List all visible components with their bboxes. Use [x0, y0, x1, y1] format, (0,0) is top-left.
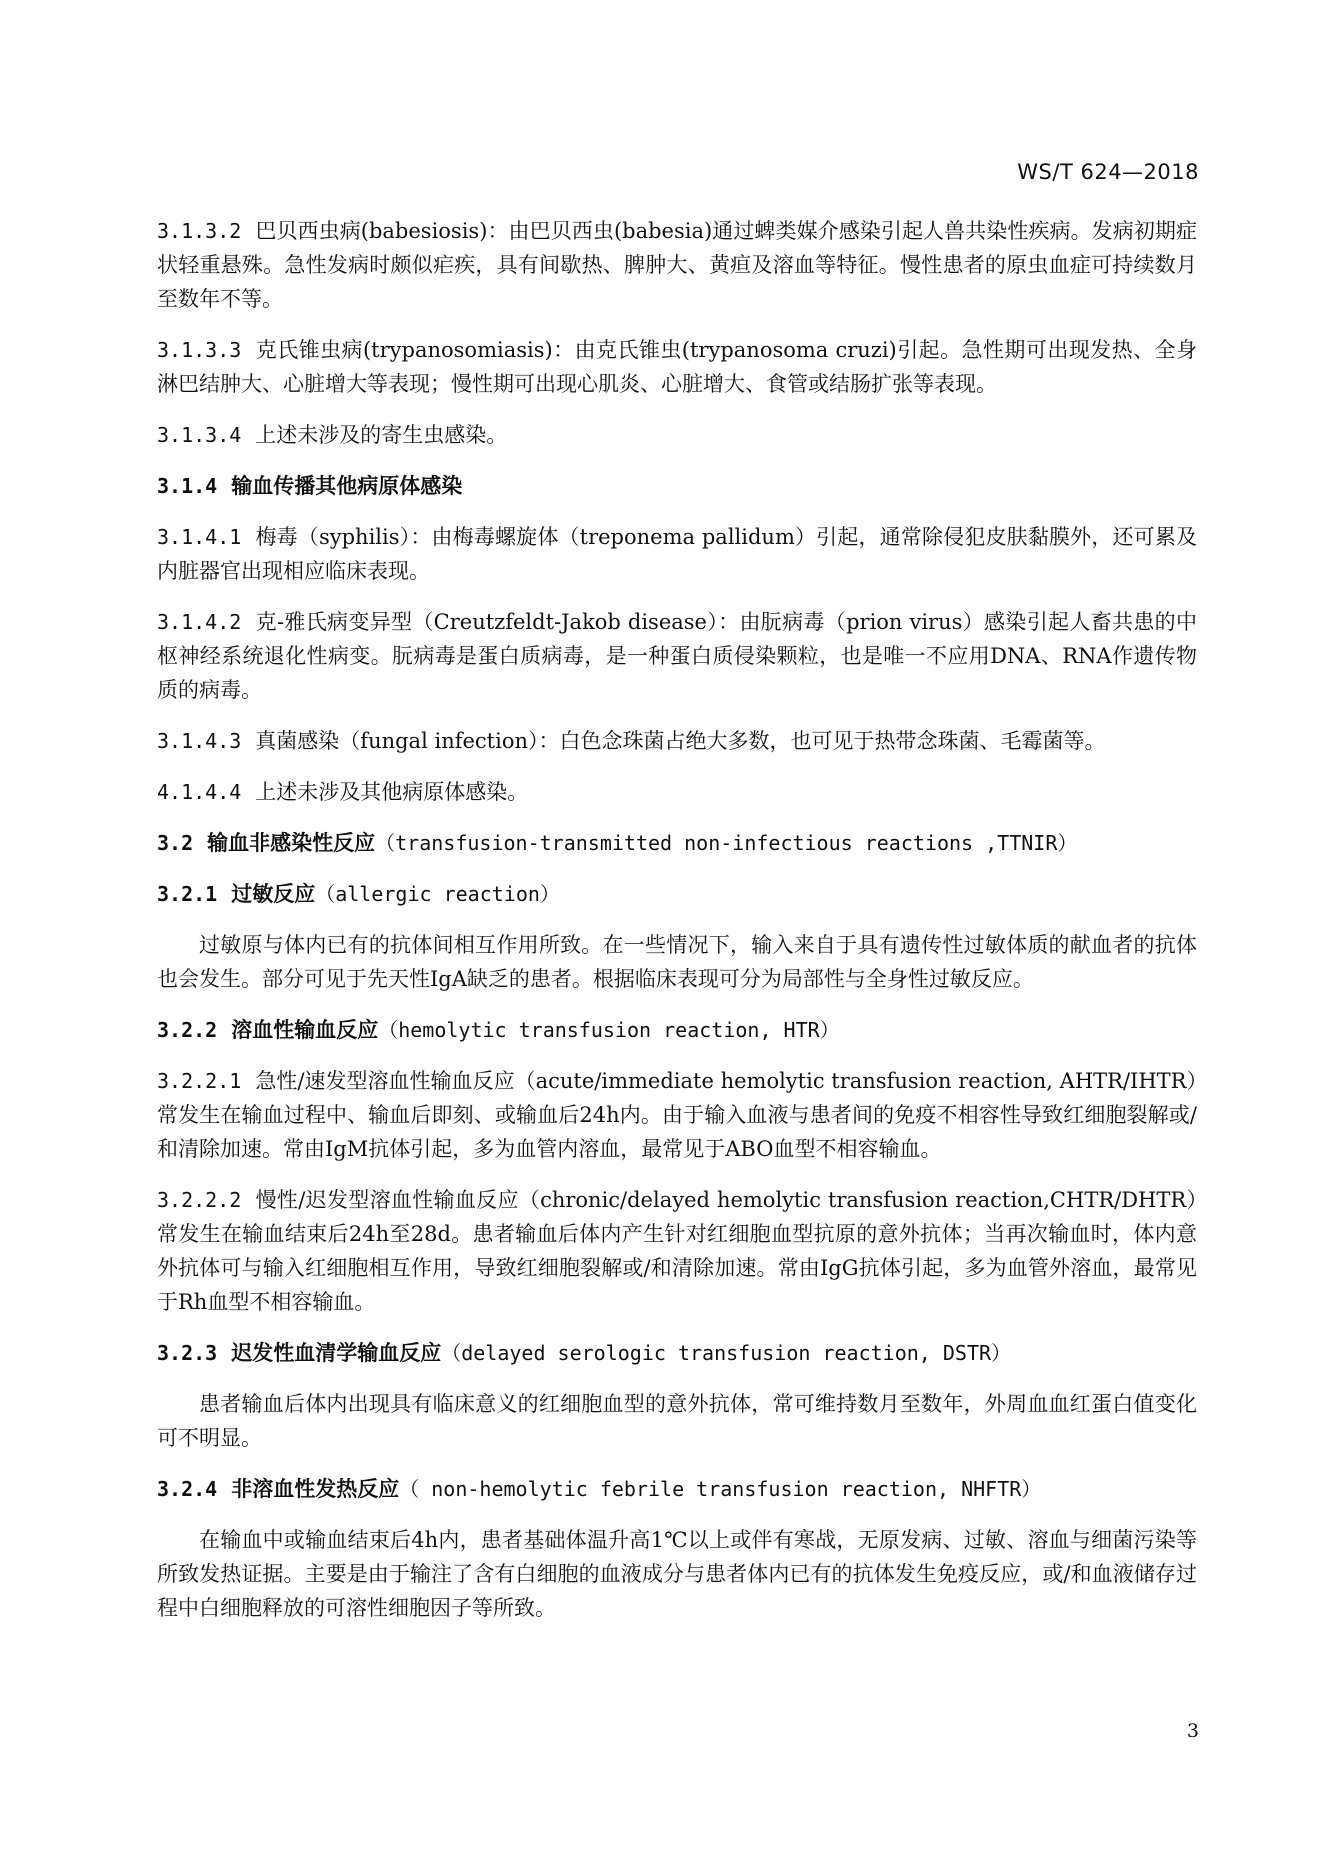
page-number: 3	[1186, 1720, 1199, 1742]
document-body	[157, 214, 1197, 1642]
body-paragraph-allergic: 过敏原与体内已有的抗体间相互作用所致。在一些情况下，输入来自于具有遗传性过敏体质的献血者的抗体也会发生。部分可见于先天性IgA缺乏的患者。根据临床表现可分为局部性与全身性过敏反应。	[157, 933, 1197, 991]
heading-3-1-4	[157, 469, 1197, 503]
heading-term: （allergic reaction）	[315, 882, 560, 906]
clause-number: 3.1.4.2	[157, 610, 242, 634]
clause-3-2-2-1	[157, 1064, 1197, 1166]
heading-text: 溶血性输血反应	[231, 1018, 379, 1042]
clause-text: 梅毒（syphilis）：由梅毒螺旋体（treponema pallidum）引起，通常除侵犯皮肤黏膜外，还可累及内脏器官出现相应临床表现。	[157, 525, 1197, 583]
clause-3-1-4-3	[157, 724, 1197, 758]
clause-number: 3.2.2.2	[157, 1188, 242, 1212]
body-paragraph-dstr: 患者输血后体内出现具有临床意义的红细胞血型的意外抗体，常可维持数月至数年，外周血血红蛋白值变化可不明显。	[157, 1392, 1197, 1450]
body-paragraph-nhftr: 在输血中或输血结束后4h内，患者基础体温升高1℃以上或伴有寒战，无原发病、过敏、溶血与细菌污染等所致发热证据。主要是由于输注了含有白细胞的血液成分与患者体内已有的抗体发生免疫反应，或/和血液储存过程中白细胞释放的可溶性细胞因子等所致。	[157, 1528, 1197, 1620]
heading-3-2-1	[157, 877, 1197, 911]
clause-text: 上述未涉及的寄生虫感染。	[255, 423, 508, 447]
clause-text: 真菌感染（fungal infection）：白色念珠菌占绝大多数，也可见于热带念珠菌、毛霉菌等。	[255, 729, 1106, 753]
clause-number: 3.1.3.4	[157, 423, 242, 447]
clause-text: 克氏锥虫病(trypanosomiasis)：由克氏锥虫(trypanosoma cruzi)引起。急性期可出现发热、全身淋巴结肿大、心脏增大等表现；慢性期可出现心肌炎、心脏增大、食管或结肠扩张等表现。	[157, 338, 1197, 396]
clause-number: 3.1.3.3	[157, 338, 242, 362]
clause-number: 3.1.4.3	[157, 729, 242, 753]
heading-text: 输血传播其他病原体感染	[231, 474, 463, 498]
heading-text: 非溶血性发热反应	[231, 1477, 400, 1501]
clause-number: 3.2.2.1	[157, 1069, 242, 1093]
heading-3-2-2	[157, 1013, 1197, 1047]
clause-number: 4.1.4.4	[157, 780, 242, 804]
heading-3-2-3	[157, 1336, 1197, 1370]
clause-text: 上述未涉及其他病原体感染。	[255, 780, 529, 804]
heading-number: 3.2.3	[157, 1341, 218, 1365]
heading-number: 3.2	[157, 831, 194, 855]
standard-code: WS/T 624—2018	[1017, 160, 1199, 184]
clause-number: 3.1.4.1	[157, 525, 242, 549]
clause-text: 慢性/迟发型溶血性输血反应（chronic/delayed hemolytic transfusion reaction,CHTR/DHTR）常发生在输血结束后24h至28d。患者输血后体内产生针对红细胞血型抗原的意外抗体；当再次输血时，体内意外抗体可与输入红细胞相互作用，导致红细胞裂解或/和清除加速。常由IgG抗体引起，多为血管外溶血，最常见于Rh血型不相容输血。	[157, 1188, 1197, 1314]
heading-term: （delayed serologic transfusion reaction, DSTR）	[441, 1341, 1012, 1365]
heading-text: 过敏反应	[231, 882, 316, 906]
heading-number: 3.1.4	[157, 474, 218, 498]
clause-3-1-4-2	[157, 605, 1197, 707]
clause-text: 克-雅氏病变异型（Creutzfeldt-Jakob disease）：由朊病毒（prion virus）感染引起人畜共患的中枢神经系统退化性病变。朊病毒是蛋白质病毒，是一种蛋白质侵染颗粒，也是唯一不应用DNA、RNA作遗传物质的病毒。	[157, 610, 1197, 702]
clause-4-1-4-4	[157, 775, 1197, 809]
clause-3-1-4-1	[157, 520, 1197, 588]
heading-term: （hemolytic transfusion reaction, HTR）	[378, 1018, 840, 1042]
heading-3-2	[157, 826, 1197, 860]
heading-text: 输血非感染性反应	[207, 831, 376, 855]
heading-3-2-4	[157, 1472, 1197, 1506]
heading-number: 3.2.1	[157, 882, 218, 906]
clause-3-2-2-2	[157, 1183, 1197, 1319]
heading-number: 3.2.2	[157, 1018, 218, 1042]
clause-3-1-3-2	[157, 214, 1197, 316]
heading-number: 3.2.4	[157, 1477, 218, 1501]
clause-text: 急性/速发型溶血性输血反应（acute/immediate hemolytic transfusion reaction, AHTR/IHTR）常发生在输血过程中、输血后即刻、或输血后24h内。由于输入血液与患者间的免疫不相容性导致红细胞裂解或/和清除加速。常由IgM抗体引起，多为血管内溶血，最常见于ABO血型不相容输血。	[157, 1069, 1197, 1161]
clause-text: 巴贝西虫病(babesiosis)：由巴贝西虫(babesia)通过蜱类媒介感染引起人兽共染性疾病。发病初期症状轻重悬殊。急性发病时颇似疟疾，具有间歇热、脾肿大、黄疸及溶血等特征。慢性患者的原虫血症可持续数月至数年不等。	[157, 219, 1197, 311]
clause-number: 3.1.3.2	[157, 219, 242, 243]
heading-text: 迟发性血清学输血反应	[231, 1341, 442, 1365]
heading-term: （transfusion-transmitted non-infectious reactions ,TTNIR）	[375, 831, 1078, 855]
clause-3-1-3-3	[157, 333, 1197, 401]
clause-3-1-3-4	[157, 418, 1197, 452]
heading-term: （ non-hemolytic febrile transfusion reaction, NHFTR）	[399, 1477, 1042, 1501]
